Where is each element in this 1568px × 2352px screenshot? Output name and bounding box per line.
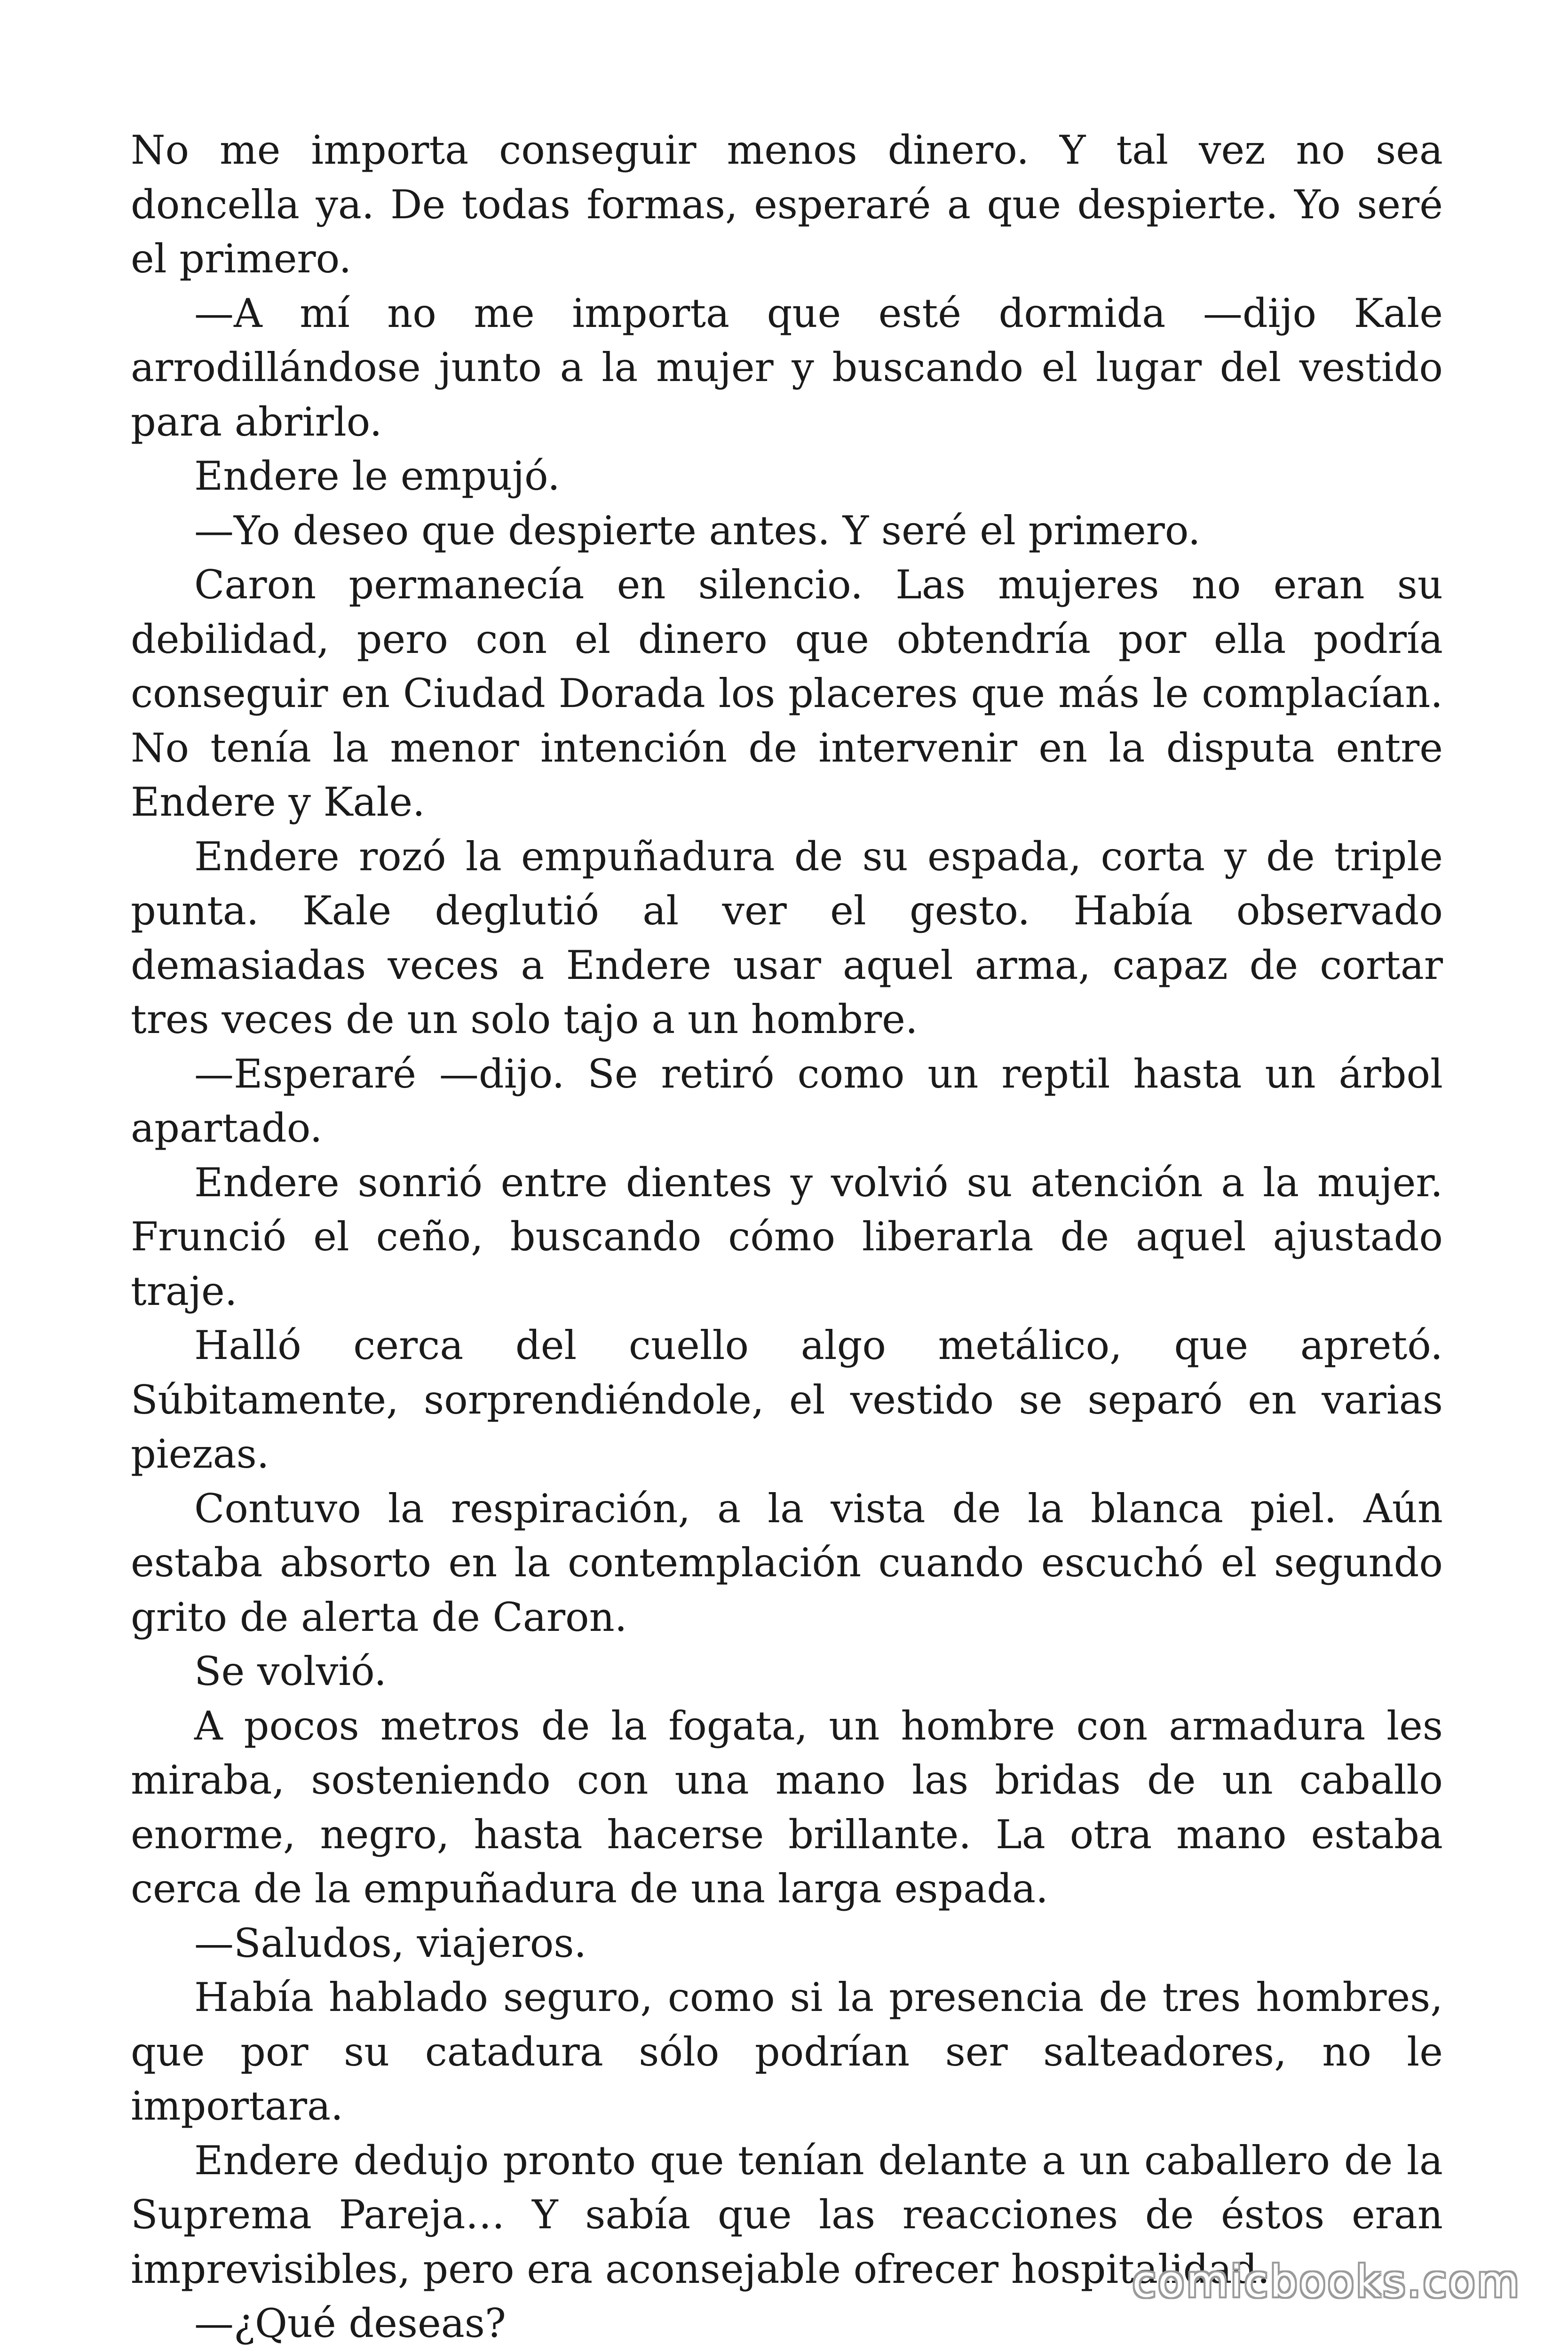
paragraph: Había hablado seguro, como si la presencia de tres hombres, que por su catadura sólo podrían ser salteadores, no le importara. [131,1974,1443,2129]
page-text [131,123,1443,2352]
paragraph: Endere rozó la empuñadura de su espada, corta y de triple punta. Kale deglutió al ver el gesto. Había observado demasiadas veces a Endere usar aquel arma, capaz de cortar tres veces de un solo tajo a un hombre. [131,833,1443,1042]
paragraph: Endere sonrió entre dientes y volvió su atención a la mujer. Frunció el ceño, buscando cómo liberarla de aquel ajustado traje. [131,1159,1443,1314]
paragraph: —¿Qué deseas? [194,2300,506,2346]
paragraph: Se volvió. [194,1648,387,1694]
paragraph: Halló cerca del cuello algo metálico, que apretó. Súbitamente, sorprendiéndole, el vestido se separó en varias piezas. [131,1322,1443,1477]
paragraph: Caron permanecía en silencio. Las mujeres no eran su debilidad, pero con el dinero que obtendría por ella podría conseguir en Ciudad Dorada los placeres que más le complacían. No tenía la menor intención de intervenir en la disputa entre Endere y Kale. [131,562,1443,825]
paragraph: Endere le empujó. [194,453,560,499]
paragraph: —Saludos, viajeros. [194,1920,587,1966]
paragraph: Endere dedujo pronto que tenían delante a un caballero de la Suprema Pareja… Y sabía que las reacciones de éstos eran imprevisibles, pero era aconsejable ofrecer hospitalidad. [131,2137,1443,2292]
paragraph: A pocos metros de la fogata, un hombre con armadura les miraba, sosteniendo con una mano las bridas de un caballo enorme, negro, hasta hacerse brillante. La otra mano estaba cerca de la empuñadura de una larga espada. [131,1702,1443,1912]
paragraph-continued: No me importa conseguir menos dinero. Y tal vez no sea doncella ya. De todas formas, esperaré a que despierte. Yo seré el primero. [131,127,1443,282]
paragraph: —Esperaré —dijo. Se retiró como un reptil hasta un árbol apartado. [131,1050,1443,1151]
watermark: comicbooks.com [1132,2257,1521,2307]
paragraph: —A mí no me importa que esté dormida —dijo Kale arrodillándose junto a la mujer y buscando el lugar del vestido para abrirlo. [131,290,1443,445]
paragraph: —Yo deseo que despierte antes. Y seré el primero. [194,507,1201,554]
paragraph: Contuvo la respiración, a la vista de la blanca piel. Aún estaba absorto en la contemplación cuando escuchó el segundo grito de alerta de Caron. [131,1485,1443,1640]
